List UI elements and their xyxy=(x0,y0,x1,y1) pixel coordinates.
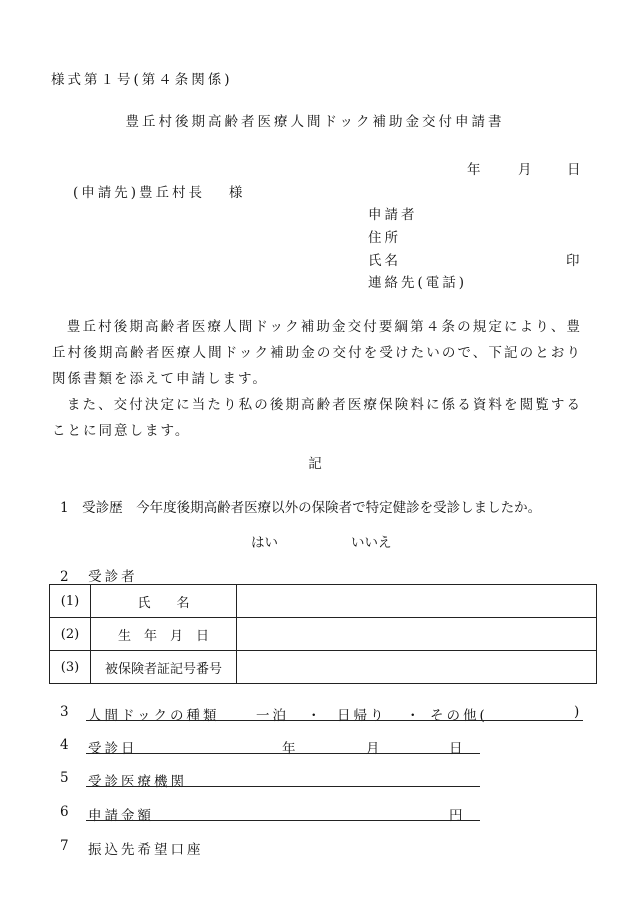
item6-number: 6 xyxy=(60,804,69,820)
body-paragraph-1: 豊丘村後期高齢者医療人間ドック補助金交付要綱第４条の規定により、豊丘村後期高齢者医療人間ドック補助金の交付を受けたいので、下記のとおり関係書類を添えて申請します。 xyxy=(52,319,582,387)
birthdate-field[interactable] xyxy=(237,618,597,651)
table-row xyxy=(50,585,597,618)
page-title: 豊丘村後期高齢者医療人間ドック補助金交付申請書 xyxy=(125,114,505,130)
date-year-label: 年 xyxy=(467,162,481,178)
item1-question: 1 受診歴 今年度後期高齢者医療以外の保険者で特定健診を受診しましたか。 xyxy=(60,500,542,516)
name-field[interactable] xyxy=(237,585,597,618)
item5-number: 5 xyxy=(60,770,69,786)
separator: ・ xyxy=(406,708,420,724)
applicant-address-label: 住所 xyxy=(368,230,401,246)
birthdate-label: 生 年 月 日 xyxy=(91,618,237,651)
applicant-heading: 申請者 xyxy=(368,207,418,223)
applicant-phone-label: 連絡先(電話) xyxy=(368,275,468,291)
item1-no-option[interactable]: いいえ xyxy=(351,535,392,551)
visit-month-label: 月 xyxy=(366,741,380,757)
seal-mark: 印 xyxy=(566,253,580,269)
body-paragraph-2: また、交付決定に当たり私の後期高齢者医療保険料に係る資料を閲覧することに同意します。 xyxy=(52,397,582,439)
item5-underline[interactable] xyxy=(86,786,480,787)
item4-label: 受診日 xyxy=(88,741,138,757)
applicant-name-label: 氏名 xyxy=(368,253,401,269)
ki-heading: 記 xyxy=(308,456,322,472)
other-close-paren: ) xyxy=(574,704,580,720)
item1-yes-option[interactable]: はい xyxy=(251,535,278,551)
insurance-number-label: 被保険者証記号番号 xyxy=(91,651,237,684)
date-month-label: 月 xyxy=(518,162,532,178)
item3-label: 人間ドックの種類 xyxy=(88,708,220,724)
option-other[interactable]: その他( xyxy=(430,708,488,724)
separator: ・ xyxy=(307,708,321,724)
option-overnight[interactable]: 一泊 xyxy=(256,708,289,724)
table-row xyxy=(50,618,597,651)
row-number: (2) xyxy=(50,618,91,651)
item7-number: 7 xyxy=(60,838,69,854)
item5-label: 受診医療機関 xyxy=(88,774,187,790)
item4-number: 4 xyxy=(60,737,69,753)
item3-underline xyxy=(86,720,583,721)
item2-label: 2 受診者 xyxy=(60,569,138,585)
addressee: (申請先)豊丘村長 様 xyxy=(73,185,246,201)
item7-label: 振込先希望口座 xyxy=(88,842,204,858)
option-day-trip[interactable]: 日帰り xyxy=(337,708,387,724)
visit-day-label: 日 xyxy=(449,741,463,757)
item6-underline[interactable] xyxy=(86,820,480,821)
item6-label: 申請金額 xyxy=(88,808,154,824)
row-number: (3) xyxy=(50,651,91,684)
item3-number: 3 xyxy=(60,704,69,720)
date-day-label: 日 xyxy=(567,162,581,178)
row-number: (1) xyxy=(50,585,91,618)
patient-table xyxy=(49,584,597,684)
item4-underline[interactable] xyxy=(86,753,480,754)
form-number: 様式第１号(第４条関係) xyxy=(51,72,233,88)
visit-year-label: 年 xyxy=(282,741,296,757)
table-row xyxy=(50,651,597,684)
yen-unit: 円 xyxy=(449,808,463,824)
insurance-number-field[interactable] xyxy=(237,651,597,684)
application-statement xyxy=(52,314,582,444)
name-label: 氏 名 xyxy=(91,585,237,618)
